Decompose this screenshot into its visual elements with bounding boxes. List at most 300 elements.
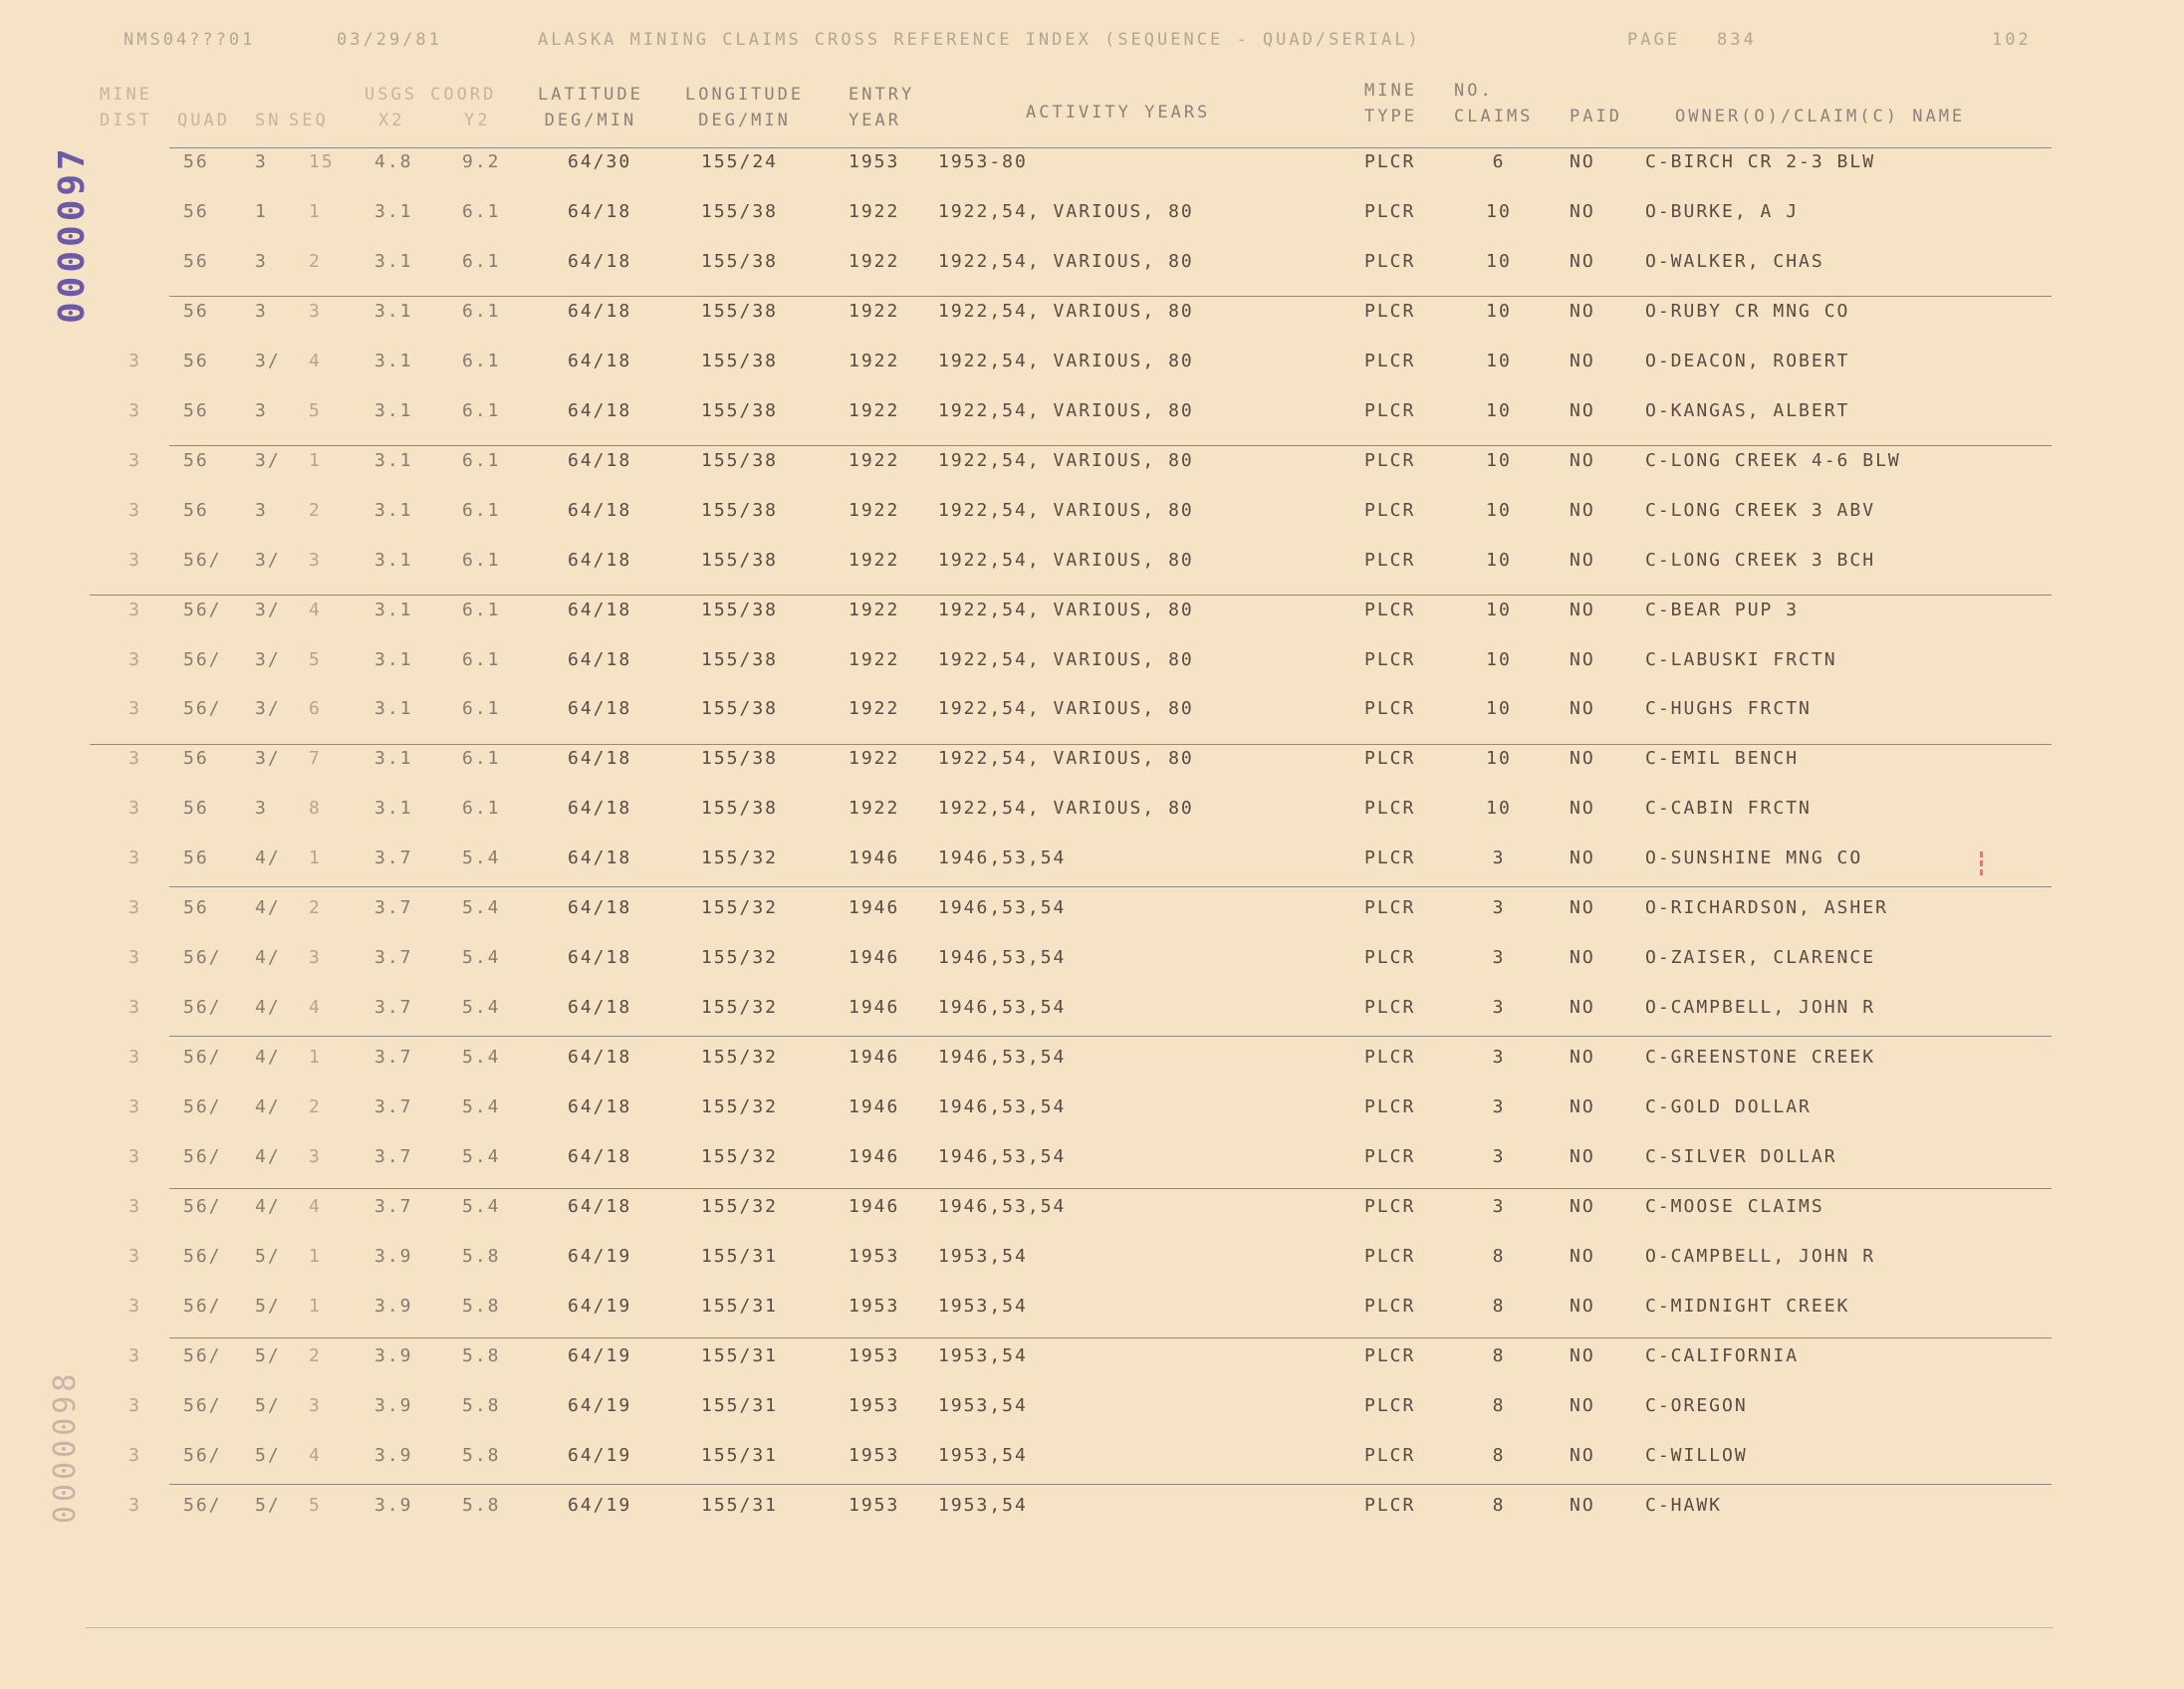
cell-x2: 4.8 <box>374 151 413 172</box>
cell-entry: 1946 <box>849 847 900 869</box>
cell-name: C-BEAR PUP 3 <box>1645 599 1800 620</box>
cell-paid: NO <box>1570 997 1595 1019</box>
cell-seq: 1 <box>309 1245 322 1267</box>
cell-x2: 3.1 <box>374 648 413 670</box>
cell-dist: 3 <box>128 748 141 770</box>
cell-name: C-GREENSTONE CREEK <box>1645 1047 1876 1069</box>
cell-seq: 3 <box>309 1394 322 1416</box>
cell-type: PLCR <box>1364 648 1416 670</box>
cell-name: O-CAMPBELL, JOHN R <box>1645 1245 1876 1267</box>
cell-entry: 1922 <box>849 300 900 322</box>
cell-y2: 6.1 <box>462 200 501 222</box>
cell-claims: 10 <box>1486 449 1512 471</box>
cell-quad: 56/ <box>183 1245 222 1267</box>
table-row <box>0 151 2184 201</box>
cell-name: O-ZAISER, CLARENCE <box>1645 947 1876 969</box>
cell-y2: 6.1 <box>462 399 501 421</box>
cell-dist: 3 <box>128 1245 141 1267</box>
cell-x2: 3.7 <box>374 947 413 969</box>
cell-activity: 1922,54, VARIOUS, 80 <box>938 648 1194 670</box>
rule <box>169 147 2052 148</box>
cell-y2: 6.1 <box>462 599 501 620</box>
cell-seq: 1 <box>309 1295 322 1317</box>
cell-lon: 155/38 <box>701 300 779 322</box>
cell-dist: 3 <box>128 1295 141 1317</box>
cell-name: O-RUBY CR MNG CO <box>1645 300 1850 322</box>
cell-claims: 3 <box>1492 1047 1506 1069</box>
cell-x2: 3.1 <box>374 499 413 521</box>
cell-name: O-CAMPBELL, JOHN R <box>1645 997 1876 1019</box>
cell-sn: 4/ <box>255 897 281 919</box>
table-row <box>0 550 2184 600</box>
cell-paid: NO <box>1570 350 1595 371</box>
cell-lon: 155/31 <box>701 1494 779 1516</box>
cell-x2: 3.7 <box>374 897 413 919</box>
cell-name: O-WALKER, CHAS <box>1645 250 1824 272</box>
cell-lon: 155/38 <box>701 250 779 272</box>
cell-type: PLCR <box>1364 947 1416 969</box>
cell-claims: 10 <box>1486 599 1512 620</box>
col-activity-years: ACTIVITY YEARS <box>1026 103 1211 122</box>
cell-entry: 1922 <box>849 200 900 222</box>
table-row <box>0 351 2184 400</box>
cell-name: O-KANGAS, ALBERT <box>1645 399 1850 421</box>
cell-lon: 155/38 <box>701 499 779 521</box>
col-longitude: LONGITUDE DEG/MIN <box>685 85 805 130</box>
table-row <box>0 847 2184 897</box>
cell-seq: 1 <box>309 1047 322 1069</box>
cell-paid: NO <box>1570 200 1595 222</box>
cell-quad: 56/ <box>183 1295 222 1317</box>
cell-claims: 10 <box>1486 648 1512 670</box>
cell-sn: 3/ <box>255 350 281 371</box>
cell-sn: 3/ <box>255 748 281 770</box>
cell-y2: 5.4 <box>462 1096 501 1118</box>
cell-claims: 10 <box>1486 549 1512 571</box>
cell-seq: 5 <box>309 399 322 421</box>
table-row <box>0 500 2184 550</box>
cell-type: PLCR <box>1364 847 1416 869</box>
cell-lon: 155/38 <box>701 698 779 720</box>
cell-dist: 3 <box>128 1195 141 1217</box>
cell-name: C-LONG CREEK 4-6 BLW <box>1645 449 1901 471</box>
cell-activity: 1922,54, VARIOUS, 80 <box>938 798 1194 820</box>
cell-quad: 56/ <box>183 997 222 1019</box>
cell-lat: 64/18 <box>568 200 632 222</box>
cell-seq: 8 <box>309 798 322 820</box>
cell-lat: 64/18 <box>568 947 632 969</box>
cell-sn: 4/ <box>255 1195 281 1217</box>
cell-dist: 3 <box>128 549 141 571</box>
cell-paid: NO <box>1570 250 1595 272</box>
cell-type: PLCR <box>1364 798 1416 820</box>
cell-type: PLCR <box>1364 549 1416 571</box>
cell-quad: 56 <box>183 748 209 770</box>
cell-paid: NO <box>1570 1146 1595 1167</box>
cell-type: PLCR <box>1364 599 1416 620</box>
cell-type: PLCR <box>1364 897 1416 919</box>
cell-x2: 3.1 <box>374 748 413 770</box>
cell-claims: 3 <box>1492 997 1506 1019</box>
cell-lon: 155/32 <box>701 1047 779 1069</box>
cell-x2: 3.7 <box>374 1195 413 1217</box>
cell-y2: 6.1 <box>462 698 501 720</box>
cell-activity: 1922,54, VARIOUS, 80 <box>938 399 1194 421</box>
cell-sn: 4/ <box>255 1146 281 1167</box>
table-row <box>0 698 2184 748</box>
cell-paid: NO <box>1570 1195 1595 1217</box>
report-title: ALASKA MINING CLAIMS CROSS REFERENCE INDEX (SEQUENCE - QUAD/SERIAL) <box>538 30 1421 50</box>
cell-entry: 1946 <box>849 1096 900 1118</box>
col-latitude: LATITUDE DEG/MIN <box>538 85 643 130</box>
cell-lon: 155/38 <box>701 748 779 770</box>
cell-type: PLCR <box>1364 1146 1416 1167</box>
cell-name: C-SILVER DOLLAR <box>1645 1146 1837 1167</box>
cell-x2: 3.7 <box>374 1047 413 1069</box>
cell-lat: 64/18 <box>568 599 632 620</box>
cell-y2: 6.1 <box>462 549 501 571</box>
cell-claims: 10 <box>1486 499 1512 521</box>
cell-x2: 3.1 <box>374 449 413 471</box>
table-row <box>0 1096 2184 1146</box>
cell-lat: 64/18 <box>568 1047 632 1069</box>
cell-activity: 1953,54 <box>938 1444 1028 1466</box>
cell-lat: 64/18 <box>568 449 632 471</box>
col-quad: QUAD <box>177 111 230 130</box>
cell-lon: 155/32 <box>701 947 779 969</box>
cell-sn: 1 <box>255 200 268 222</box>
cell-lat: 64/18 <box>568 1146 632 1167</box>
table-row <box>0 251 2184 301</box>
cell-seq: 2 <box>309 1344 322 1366</box>
cell-paid: NO <box>1570 1096 1595 1118</box>
cell-activity: 1922,54, VARIOUS, 80 <box>938 499 1194 521</box>
cell-claims: 10 <box>1486 798 1512 820</box>
cell-claims: 3 <box>1492 1146 1506 1167</box>
cell-lat: 64/18 <box>568 250 632 272</box>
cell-sn: 3 <box>255 151 268 172</box>
cell-lat: 64/18 <box>568 350 632 371</box>
cell-dist: 3 <box>128 897 141 919</box>
cell-seq: 3 <box>309 1146 322 1167</box>
cell-y2: 6.1 <box>462 648 501 670</box>
cell-activity: 1946,53,54 <box>938 1195 1067 1217</box>
cell-name: C-OREGON <box>1645 1394 1748 1416</box>
cell-x2: 3.1 <box>374 399 413 421</box>
cell-activity: 1953,54 <box>938 1494 1028 1516</box>
table-row <box>0 1395 2184 1445</box>
cell-seq: 4 <box>309 1444 322 1466</box>
cell-paid: NO <box>1570 847 1595 869</box>
cell-type: PLCR <box>1364 1344 1416 1366</box>
cell-activity: 1922,54, VARIOUS, 80 <box>938 350 1194 371</box>
cell-quad: 56 <box>183 300 209 322</box>
cell-lat: 64/18 <box>568 698 632 720</box>
cell-entry: 1946 <box>849 897 900 919</box>
cell-seq: 3 <box>309 300 322 322</box>
cell-activity: 1953,54 <box>938 1295 1028 1317</box>
cell-lat: 64/18 <box>568 399 632 421</box>
cell-quad: 56 <box>183 151 209 172</box>
cell-name: C-GOLD DOLLAR <box>1645 1096 1812 1118</box>
cell-entry: 1922 <box>849 599 900 620</box>
cell-y2: 5.8 <box>462 1494 501 1516</box>
table-row <box>0 1246 2184 1296</box>
cell-type: PLCR <box>1364 748 1416 770</box>
cell-activity: 1922,54, VARIOUS, 80 <box>938 748 1194 770</box>
page-number: 834 <box>1717 30 1757 50</box>
cell-claims: 6 <box>1492 151 1506 172</box>
cell-lon: 155/24 <box>701 151 779 172</box>
cell-x2: 3.1 <box>374 798 413 820</box>
cell-lon: 155/31 <box>701 1394 779 1416</box>
cell-paid: NO <box>1570 698 1595 720</box>
cell-seq: 2 <box>309 897 322 919</box>
cell-sn: 3/ <box>255 549 281 571</box>
cell-paid: NO <box>1570 1494 1595 1516</box>
cell-sn: 3/ <box>255 698 281 720</box>
cell-quad: 56/ <box>183 698 222 720</box>
cell-name: C-MIDNIGHT CREEK <box>1645 1295 1850 1317</box>
cell-type: PLCR <box>1364 997 1416 1019</box>
cell-y2: 6.1 <box>462 748 501 770</box>
cell-seq: 15 <box>309 151 335 172</box>
cell-quad: 56/ <box>183 1096 222 1118</box>
cell-seq: 3 <box>309 947 322 969</box>
cell-paid: NO <box>1570 1394 1595 1416</box>
cell-lat: 64/19 <box>568 1295 632 1317</box>
cell-type: PLCR <box>1364 1195 1416 1217</box>
cell-y2: 5.4 <box>462 1195 501 1217</box>
cell-quad: 56 <box>183 350 209 371</box>
cell-x2: 3.1 <box>374 300 413 322</box>
cell-y2: 6.1 <box>462 300 501 322</box>
cell-lon: 155/31 <box>701 1295 779 1317</box>
cell-quad: 56/ <box>183 599 222 620</box>
col-seq: SEQ <box>289 111 329 130</box>
col-owner-claim-name: OWNER(O)/CLAIM(C) NAME <box>1675 107 1966 126</box>
cell-paid: NO <box>1570 748 1595 770</box>
cell-quad: 56/ <box>183 947 222 969</box>
cell-name: C-HUGHS FRCTN <box>1645 698 1812 720</box>
cell-entry: 1922 <box>849 250 900 272</box>
table-row <box>0 997 2184 1047</box>
cell-lon: 155/38 <box>701 200 779 222</box>
cell-type: PLCR <box>1364 1295 1416 1317</box>
cell-activity: 1953,54 <box>938 1344 1028 1366</box>
cell-entry: 1953 <box>849 1394 900 1416</box>
cell-activity: 1946,53,54 <box>938 947 1067 969</box>
col-mine-dist: MINE DIST <box>100 85 152 130</box>
cell-y2: 5.8 <box>462 1344 501 1366</box>
cell-dist: 3 <box>128 499 141 521</box>
cell-seq: 4 <box>309 997 322 1019</box>
col-y2: Y2 <box>464 111 491 130</box>
cell-paid: NO <box>1570 947 1595 969</box>
cell-sn: 5/ <box>255 1444 281 1466</box>
cell-sn: 3/ <box>255 648 281 670</box>
cell-sn: 5/ <box>255 1344 281 1366</box>
cell-y2: 6.1 <box>462 250 501 272</box>
cell-dist: 3 <box>128 798 141 820</box>
cell-paid: NO <box>1570 399 1595 421</box>
cell-dist: 3 <box>128 1047 141 1069</box>
cell-claims: 10 <box>1486 350 1512 371</box>
col-usgs-coord: USGS COORD <box>364 85 497 105</box>
cell-lat: 64/18 <box>568 997 632 1019</box>
col-mine-type: MINE TYPE <box>1364 81 1417 126</box>
cell-claims: 3 <box>1492 947 1506 969</box>
cell-y2: 5.8 <box>462 1394 501 1416</box>
cell-entry: 1922 <box>849 798 900 820</box>
cell-lon: 155/32 <box>701 897 779 919</box>
cell-paid: NO <box>1570 151 1595 172</box>
cell-sn: 5/ <box>255 1394 281 1416</box>
cell-sn: 5/ <box>255 1245 281 1267</box>
table-row <box>0 798 2184 847</box>
cell-seq: 4 <box>309 1195 322 1217</box>
cell-activity: 1922,54, VARIOUS, 80 <box>938 449 1194 471</box>
cell-entry: 1946 <box>849 1146 900 1167</box>
cell-quad: 56/ <box>183 1146 222 1167</box>
table-row <box>0 1345 2184 1395</box>
cell-entry: 1953 <box>849 1444 900 1466</box>
cell-paid: NO <box>1570 897 1595 919</box>
cell-quad: 56/ <box>183 1394 222 1416</box>
cell-type: PLCR <box>1364 499 1416 521</box>
cell-type: PLCR <box>1364 250 1416 272</box>
cell-claims: 8 <box>1492 1444 1506 1466</box>
cell-y2: 6.1 <box>462 798 501 820</box>
col-no-claims: NO. CLAIMS <box>1454 81 1534 126</box>
cell-lat: 64/19 <box>568 1394 632 1416</box>
cell-sn: 3 <box>255 499 268 521</box>
cell-x2: 3.1 <box>374 350 413 371</box>
cell-seq: 3 <box>309 549 322 571</box>
cell-type: PLCR <box>1364 1047 1416 1069</box>
cell-entry: 1946 <box>849 947 900 969</box>
cell-activity: 1922,54, VARIOUS, 80 <box>938 300 1194 322</box>
cell-dist: 3 <box>128 599 141 620</box>
cell-dist: 3 <box>128 847 141 869</box>
cell-quad: 56 <box>183 499 209 521</box>
cell-y2: 5.4 <box>462 847 501 869</box>
cell-dist: 3 <box>128 648 141 670</box>
table-row <box>0 1495 2184 1545</box>
cell-lon: 155/38 <box>701 449 779 471</box>
cell-lat: 64/18 <box>568 648 632 670</box>
cell-type: PLCR <box>1364 1245 1416 1267</box>
cell-quad: 56/ <box>183 1444 222 1466</box>
cell-seq: 5 <box>309 1494 322 1516</box>
cell-type: PLCR <box>1364 1096 1416 1118</box>
cell-entry: 1946 <box>849 1195 900 1217</box>
cell-paid: NO <box>1570 499 1595 521</box>
cell-lon: 155/32 <box>701 1195 779 1217</box>
cell-sn: 3 <box>255 798 268 820</box>
cell-entry: 1946 <box>849 1047 900 1069</box>
cell-sn: 3/ <box>255 599 281 620</box>
cell-sn: 3 <box>255 250 268 272</box>
cell-name: C-LONG CREEK 3 ABV <box>1645 499 1876 521</box>
cell-y2: 6.1 <box>462 499 501 521</box>
cell-lon: 155/31 <box>701 1344 779 1366</box>
cell-quad: 56 <box>183 200 209 222</box>
cell-seq: 7 <box>309 748 322 770</box>
cell-entry: 1922 <box>849 449 900 471</box>
cell-name: C-CABIN FRCTN <box>1645 798 1812 820</box>
cell-quad: 56 <box>183 250 209 272</box>
cell-lat: 64/19 <box>568 1344 632 1366</box>
cell-entry: 1946 <box>849 997 900 1019</box>
cell-dist: 3 <box>128 1394 141 1416</box>
page-label: PAGE <box>1627 30 1680 50</box>
cell-lon: 155/38 <box>701 599 779 620</box>
cell-quad: 56 <box>183 798 209 820</box>
cell-paid: NO <box>1570 549 1595 571</box>
cell-claims: 8 <box>1492 1245 1506 1267</box>
cell-type: PLCR <box>1364 200 1416 222</box>
cell-lon: 155/32 <box>701 1096 779 1118</box>
cell-lon: 155/38 <box>701 549 779 571</box>
cell-x2: 3.1 <box>374 698 413 720</box>
cell-activity: 1922,54, VARIOUS, 80 <box>938 200 1194 222</box>
cell-name: O-BURKE, A J <box>1645 200 1800 222</box>
cell-dist: 3 <box>128 997 141 1019</box>
microfilm-stamp: 0000097 <box>52 144 93 324</box>
cell-dist: 3 <box>128 698 141 720</box>
cell-sn: 5/ <box>255 1494 281 1516</box>
cell-x2: 3.7 <box>374 1146 413 1167</box>
cell-x2: 3.1 <box>374 599 413 620</box>
col-paid: PAID <box>1570 107 1622 126</box>
cell-x2: 3.9 <box>374 1245 413 1267</box>
cell-activity: 1922,54, VARIOUS, 80 <box>938 250 1194 272</box>
cell-claims: 3 <box>1492 1195 1506 1217</box>
microfilm-stamp-faint: 0000098 <box>48 1369 83 1524</box>
cell-entry: 1953 <box>849 1295 900 1317</box>
cell-y2: 5.8 <box>462 1245 501 1267</box>
col-entry-year: ENTRY YEAR <box>849 85 915 130</box>
cell-entry: 1953 <box>849 1344 900 1366</box>
cell-seq: 2 <box>309 499 322 521</box>
cell-lat: 64/18 <box>568 499 632 521</box>
table-row <box>0 450 2184 500</box>
table-row <box>0 947 2184 997</box>
cell-type: PLCR <box>1364 1444 1416 1466</box>
cell-claims: 8 <box>1492 1295 1506 1317</box>
cell-sn: 4/ <box>255 947 281 969</box>
cell-claims: 10 <box>1486 300 1512 322</box>
col-x2: X2 <box>378 111 405 130</box>
cell-claims: 8 <box>1492 1344 1506 1366</box>
cell-quad: 56/ <box>183 1047 222 1069</box>
cell-lat: 64/18 <box>568 1195 632 1217</box>
cell-entry: 1922 <box>849 648 900 670</box>
cell-quad: 56 <box>183 847 209 869</box>
cell-dist: 3 <box>128 1096 141 1118</box>
cell-lat: 64/19 <box>568 1245 632 1267</box>
cell-y2: 5.4 <box>462 997 501 1019</box>
cell-y2: 9.2 <box>462 151 501 172</box>
cell-quad: 56/ <box>183 648 222 670</box>
cell-sn: 5/ <box>255 1295 281 1317</box>
cell-y2: 6.1 <box>462 350 501 371</box>
cell-lat: 64/19 <box>568 1444 632 1466</box>
cell-paid: NO <box>1570 648 1595 670</box>
cell-name: O-SUNSHINE MNG CO <box>1645 847 1863 869</box>
cell-claims: 8 <box>1492 1394 1506 1416</box>
